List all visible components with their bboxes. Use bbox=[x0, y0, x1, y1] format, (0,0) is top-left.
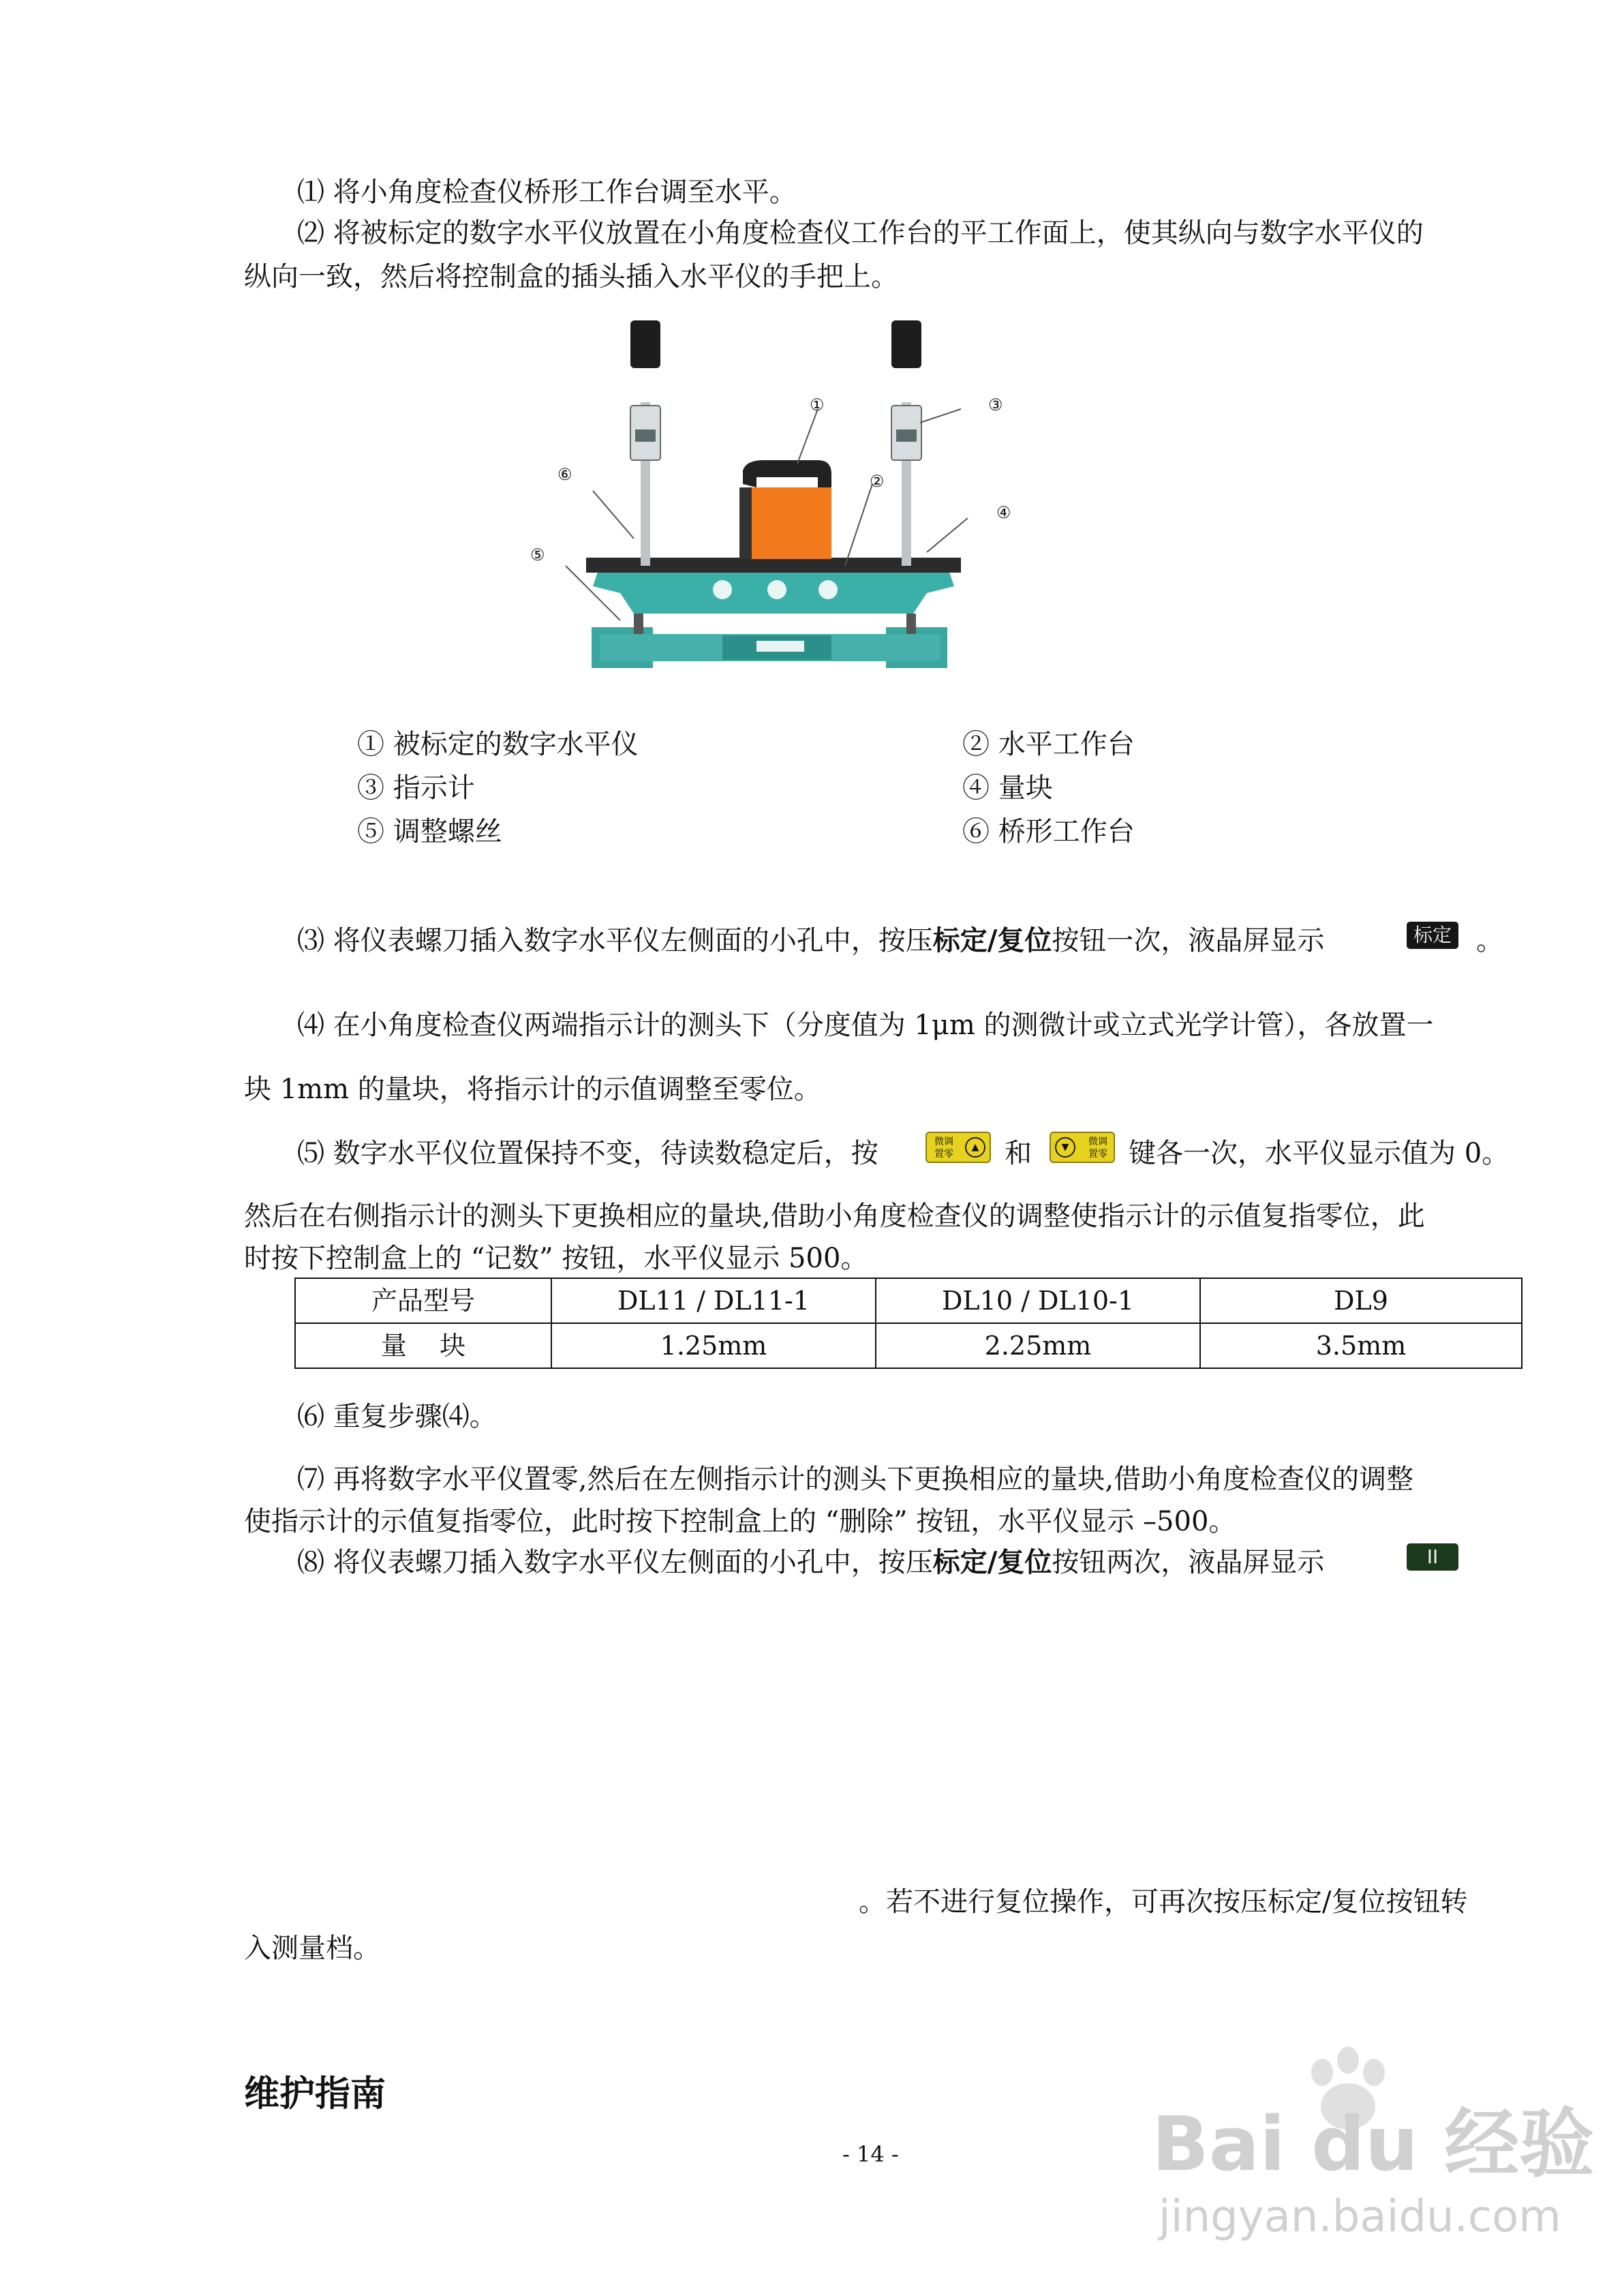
callout-line-3 bbox=[920, 409, 961, 423]
indicator-head-left bbox=[630, 320, 660, 368]
step-1: ⑴ 将小角度检查仪桥形工作台调至水平。 bbox=[297, 177, 797, 208]
table-header-cell: DL9 bbox=[1200, 1278, 1522, 1323]
step-8-text-post: 按钮两次，液晶屏显示 bbox=[1052, 1547, 1325, 1578]
key-fine-zero-down[interactable] bbox=[1050, 1132, 1115, 1163]
legend-item-4 bbox=[962, 774, 1053, 802]
step-4-line-2: 块 1mm 的量块，将指示计的示值调整至零位。 bbox=[244, 1074, 821, 1105]
legend-num: ④ bbox=[962, 772, 990, 804]
section-title: 维护指南 bbox=[244, 2074, 386, 2115]
legend-item-6 bbox=[962, 818, 1135, 845]
step-2-line-1: ⑵ 将被标定的数字水平仪放置在小角度检查仪工作台的平工作面上，使其纵向与数字水平仪的 bbox=[297, 217, 1424, 249]
legend-num: ① bbox=[357, 729, 384, 760]
table-row bbox=[295, 1278, 1522, 1323]
lcd-display-ii: II bbox=[1407, 1543, 1458, 1571]
digital-level-side bbox=[739, 487, 752, 559]
legend-text: 量块 bbox=[998, 772, 1053, 804]
bridge-hole-1 bbox=[713, 580, 732, 599]
step-8-continued-1: 。若不进行复位操作，可再次按压标定/复位按钮转 bbox=[859, 1886, 1468, 1918]
callout-line-4 bbox=[927, 518, 968, 552]
calibrate-reset-label: 标定/复位 bbox=[932, 1546, 1052, 1578]
base-label bbox=[756, 641, 804, 652]
step-3-end: 。 bbox=[1476, 925, 1503, 956]
table-cell: 量 块 bbox=[295, 1323, 551, 1368]
bridge-hole-3 bbox=[818, 580, 838, 599]
table-header-cell: DL11 / DL11-1 bbox=[551, 1278, 876, 1323]
callout-line-6 bbox=[593, 491, 634, 539]
legend-text: 被标定的数字水平仪 bbox=[393, 729, 639, 760]
callout-line-1 bbox=[797, 409, 818, 464]
legend-item-2 bbox=[962, 731, 1135, 758]
legend-num: ② bbox=[962, 729, 990, 760]
key-label: 微调 置零 bbox=[1088, 1136, 1107, 1160]
step-3 bbox=[297, 924, 1325, 956]
callout-1: ① bbox=[810, 395, 825, 414]
legend-item-5 bbox=[357, 818, 502, 845]
step-5-and: 和 bbox=[1005, 1138, 1032, 1169]
up-triangle-icon: ▲ bbox=[965, 1137, 985, 1158]
legend-text: 调整螺丝 bbox=[393, 816, 502, 847]
legend-num: ③ bbox=[357, 772, 384, 804]
step-5-line-2: 然后在右侧指示计的测头下更换相应的量块,借助小角度检查仪的调整使指示计的示值复指零位，此 bbox=[244, 1200, 1425, 1232]
callout-4: ④ bbox=[996, 503, 1011, 522]
watermark-url: jingyan.baidu.com bbox=[1159, 2192, 1561, 2242]
legend-item-3 bbox=[357, 774, 475, 802]
adjust-screw-right bbox=[906, 614, 916, 634]
key-fine-zero-up[interactable] bbox=[925, 1132, 991, 1163]
legend-text: 桥形工作台 bbox=[998, 816, 1135, 847]
step-5-line-1: ⑸ 数字水平仪位置保持不变，待读数稳定后，按 bbox=[297, 1138, 878, 1169]
adjust-screw-left bbox=[634, 614, 643, 634]
table-cell: 2.25mm bbox=[876, 1323, 1200, 1368]
indicator-left-window bbox=[635, 429, 656, 442]
table-cell: 1.25mm bbox=[551, 1323, 876, 1368]
step-3-text-post: 按钮一次，液晶屏显示 bbox=[1052, 925, 1325, 956]
digital-level-handle bbox=[743, 460, 831, 487]
table-header-cell: 产品型号 bbox=[295, 1278, 551, 1323]
table-row bbox=[295, 1323, 1522, 1368]
legend-num: ⑥ bbox=[962, 816, 990, 847]
legend-num: ⑤ bbox=[357, 816, 384, 847]
step-2-line-2: 纵向一致，然后将控制盒的插头插入水平仪的手把上。 bbox=[244, 261, 898, 292]
callout-5: ⑤ bbox=[530, 545, 545, 564]
table-cell: 3.5mm bbox=[1200, 1323, 1522, 1368]
step-7-line-2: 使指示计的示值复指零位，此时按下控制盒上的 “删除” 按钮，水平仪显示 –500。 bbox=[244, 1506, 1236, 1537]
step-7-line-1: ⑺ 再将数字水平仪置零,然后在左侧指示计的测头下更换相应的量块,借助小角度检查仪的调整 bbox=[297, 1464, 1414, 1495]
legend-item-1 bbox=[357, 731, 639, 758]
step-4-line-1: ⑷ 在小角度检查仪两端指示计的测头下（分度值为 1μm 的测微计或立式光学计管），各放置一 bbox=[297, 1010, 1434, 1041]
digital-level-body bbox=[739, 487, 831, 559]
callout-2: ② bbox=[870, 472, 885, 491]
step-6: ⑹ 重复步骤⑷。 bbox=[297, 1401, 497, 1432]
legend-text: 指示计 bbox=[393, 772, 475, 804]
indicator-head-right bbox=[891, 320, 921, 368]
watermark-brand: Bai du 经验 bbox=[1152, 2100, 1595, 2188]
callout-3: ③ bbox=[988, 395, 1003, 414]
table-header-cell: DL10 / DL10-1 bbox=[876, 1278, 1200, 1323]
device-photo bbox=[518, 314, 1036, 709]
page-number: - 14 - bbox=[842, 2141, 899, 2167]
down-triangle-icon: ▼ bbox=[1055, 1137, 1075, 1158]
step-3-text: ⑶ 将仪表螺刀插入数字水平仪左侧面的小孔中，按压 bbox=[297, 925, 933, 956]
legend-text: 水平工作台 bbox=[998, 729, 1135, 760]
step-8-continued-2: 入测量档。 bbox=[244, 1933, 380, 1964]
gauge-block-table bbox=[294, 1278, 1522, 1369]
step-5-line-1-post: 键各一次，水平仪显示值为 0。 bbox=[1129, 1138, 1510, 1169]
callout-6: ⑥ bbox=[557, 465, 572, 484]
bridge-hole-2 bbox=[767, 580, 786, 599]
calibrate-reset-label: 标定/复位 bbox=[932, 924, 1052, 956]
lcd-display-calibrate: 标定 bbox=[1407, 922, 1458, 949]
callout-line-2 bbox=[845, 484, 872, 566]
key-label: 微调 置零 bbox=[934, 1136, 953, 1160]
indicator-right-window bbox=[896, 429, 917, 442]
step-8 bbox=[297, 1546, 1325, 1578]
step-8-text: ⑻ 将仪表螺刀插入数字水平仪左侧面的小孔中，按压 bbox=[297, 1547, 933, 1578]
step-5-line-3: 时按下控制盒上的 “记数” 按钮，水平仪显示 500。 bbox=[244, 1243, 868, 1274]
